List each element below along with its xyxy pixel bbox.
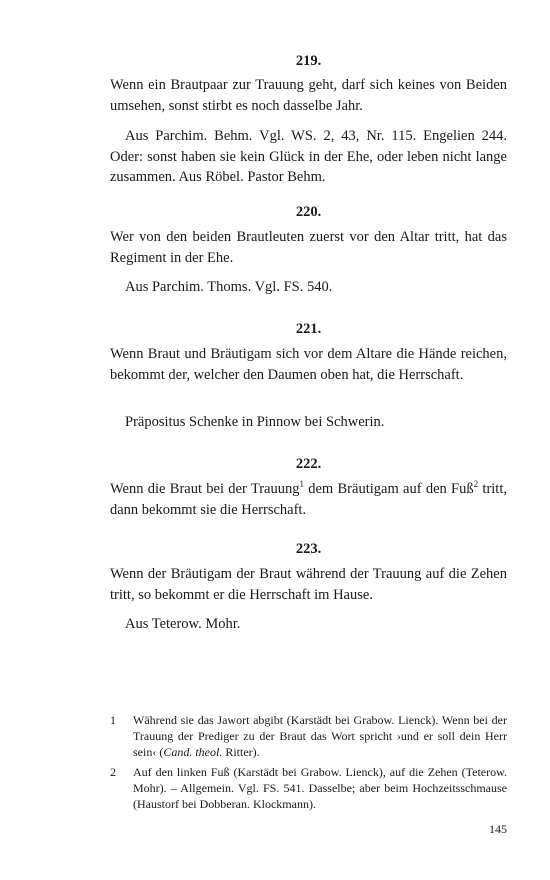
entry-220-text: Wer von den beiden Brautleuten zuerst vor den Altar tritt, hat das Regiment in der Ehe. [110,229,507,266]
page-number: 145 [489,822,507,836]
entry-number-221: 221. [295,321,322,337]
entry-223-text: Wenn der Bräutigam der Braut während der Trauung auf die Zehen tritt, so bekommt er die Herrschaft im Hause. [110,566,507,603]
footnote-ref-2[interactable]: 2 [473,479,479,489]
entry-222-text-a: Wenn die Braut bei der Trauung [110,481,300,497]
book-page [110,0,507,880]
entry-222-text-c: tritt, dann bekommt sie die Herrschaft. [110,481,507,518]
footnote-marker: 2 [110,765,116,779]
entry-number-219: 219. [295,53,322,69]
footnote-1-text-b: Ritter). [222,745,260,759]
footnote-1-italic: Cand. theol. [163,745,223,759]
entry-number-222: 222. [295,456,322,472]
footnote-1-text-a: Während sie das Jawort abgibt (Karstädt bei Grabow. Lienck). Wenn bei der Trauung der Prediger zu der Braut das Wort spricht ›und er soll dein Herr sein‹ ( [133,713,507,759]
footnote-marker: 1 [110,713,116,727]
entry-220-source: Aus Parchim. Thoms. Vgl. FS. 540. [125,279,333,295]
footnote-ref-1[interactable]: 1 [299,479,304,489]
entry-222-text [110,479,507,520]
entry-number-223: 223. [295,541,322,557]
entry-219-text: Wenn ein Brautpaar zur Trauung geht, darf sich keines von Beiden umsehen, sonst stirbt es noch dasselbe Jahr. [110,77,507,114]
entry-221-text: Wenn Braut und Bräutigam sich vor dem Altare die Hände reichen, bekommt der, welcher den Daumen oben hat, die Herrschaft. [110,346,507,383]
footnote-2-text: Auf den linken Fuß (Karstädt bei Grabow. Lienck), auf die Zehen (Teterow. Mohr). – Allgemein. Vgl. FS. 541. Dasselbe; aber beim Hochzeitsschmause (Haustorf bei Dobberan. Klockmann). [133,765,507,811]
entry-222-text-b: dem Bräutigam auf den Fuß [303,481,474,497]
entry-223-source: Aus Teterow. Mohr. [125,616,241,632]
footnote-2 [110,764,507,812]
footnote-1 [110,712,507,760]
entry-221-source: Präpositus Schenke in Pinnow bei Schwerin. [125,414,385,430]
entry-219-source: Aus Parchim. Behm. Vgl. WS. 2, 43, Nr. 115. Engelien 244. Oder: sonst haben sie kein Glück in der Ehe, oder leben nicht lange zusammen. Aus Röbel. Pastor Behm. [110,128,507,185]
entry-number-220: 220. [295,204,322,220]
footnotes [110,712,507,816]
